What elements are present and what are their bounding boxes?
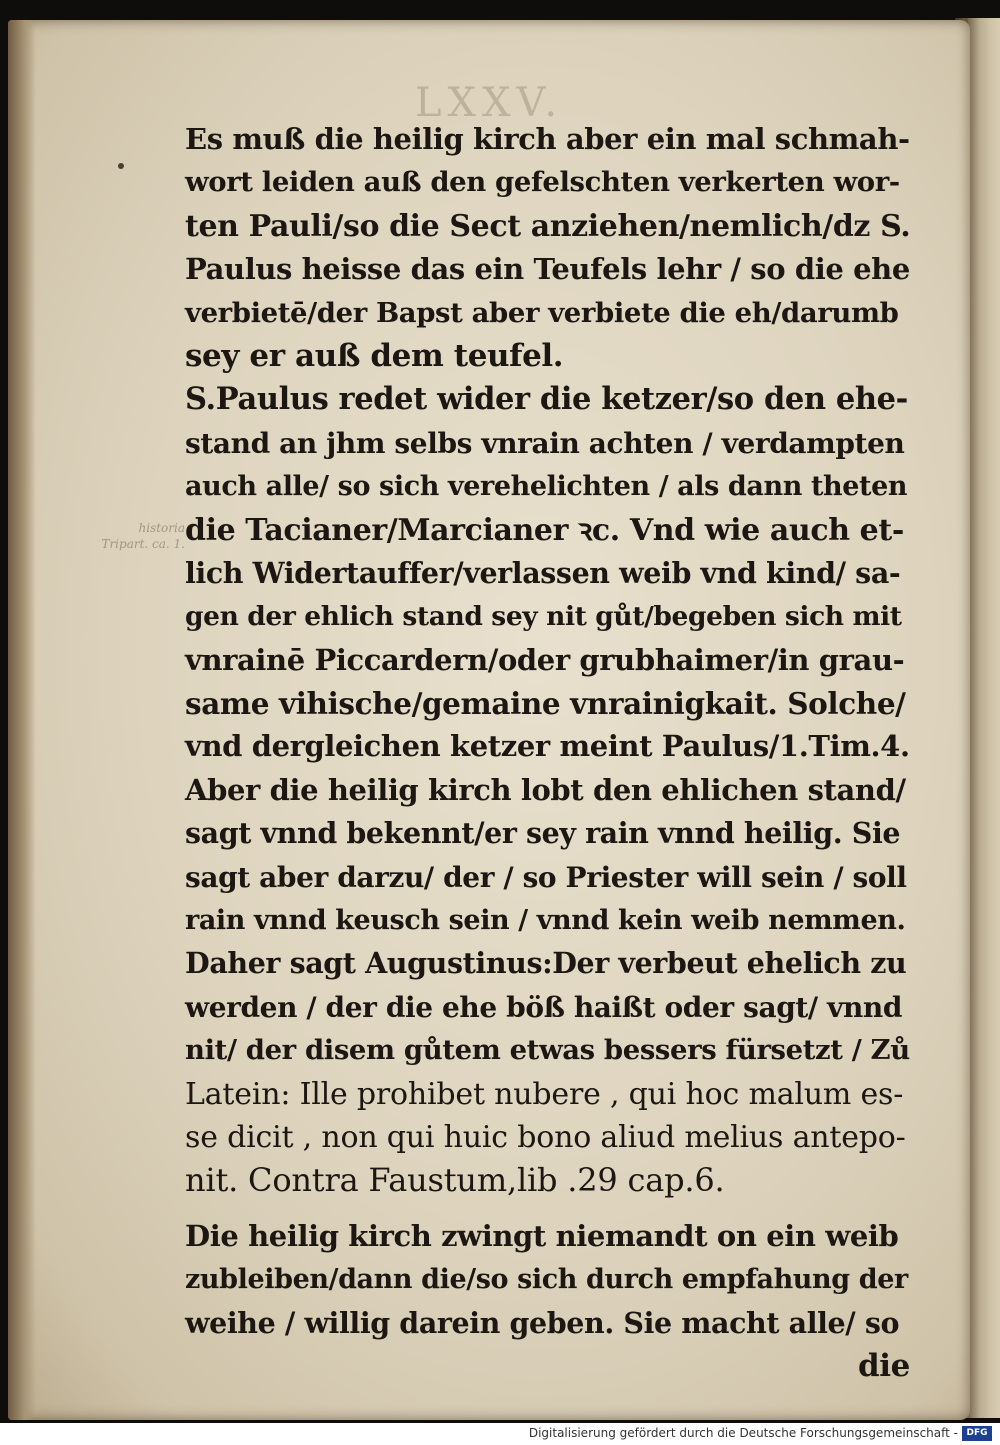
page-gutter: [8, 20, 36, 1420]
text-line: verbietē/der Bapst aber verbiete die eh/darumb: [185, 296, 899, 329]
paragraph-gap: [185, 1203, 910, 1215]
catchword: die: [858, 1347, 910, 1384]
text-line: sey er auß dem teufel.: [185, 337, 564, 374]
page-body: [185, 118, 910, 1388]
dfg-logo: DFG: [962, 1426, 992, 1441]
margin-note-show-through: historia Tripart. ca. 1.: [101, 521, 185, 551]
text-line: Latein: Ille prohibet nubere , qui hoc malum es-: [185, 1076, 904, 1112]
text-line: auch alle/ so sich verehelichten / als dann theten: [185, 471, 908, 503]
text-line: same vihische/gemaine vnrainigkait. Solche/: [185, 686, 906, 722]
text-line: Die heilig kirch zwingt niemandt on ein weib: [185, 1218, 899, 1253]
text-line: sagt vnnd bekennt/er sey rain vnnd heilig. Sie: [185, 816, 901, 851]
text-line: ten Pauli/so die Sect anziehen/nemlich/dz S.: [185, 208, 911, 244]
header-show-through: LXXV.: [414, 80, 564, 126]
footer-credit: Digitalisierung gefördert durch die Deutsche Forschungsgemeinschaft -: [528, 1426, 958, 1440]
text-line: zubleiben/dann die/so sich durch empfahung der: [185, 1264, 908, 1296]
text-line: rain vnnd keusch sein / vnnd kein weib nemmen.: [185, 905, 906, 937]
text-line: stand an jhm selbs vnrain achten / verdampten: [185, 426, 905, 460]
text-line: S.Paulus redet wider die ketzer/so den ehe-: [185, 381, 908, 418]
margin-dot: [118, 163, 124, 169]
text-line: die Tacianer/Marcianer ꝛc. Vnd wie auch et-: [185, 512, 904, 548]
text-line: vnrainē Piccardern/oder grubhaimer/in grau-: [185, 642, 905, 677]
text-line: weihe / willig darein geben. Sie macht alle/ so: [185, 1305, 900, 1340]
text-line: werden / der die ehe böß haißt oder sagt/ vnnd: [185, 990, 903, 1024]
text-line: wort leiden auß den gefelschten verkerten wor-: [185, 166, 900, 199]
text-line: sagt aber darzu/ der / so Priester will sein / soll: [185, 860, 907, 894]
text-line: lich Widertauffer/verlassen weib vnd kind/ sa-: [185, 555, 901, 590]
text-line: vnd dergleichen ketzer meint Paulus/1.Tim.4.: [185, 729, 910, 764]
text-line: Paulus heisse das ein Teufels lehr / so die ehe: [185, 252, 910, 287]
text-line: Daher sagt Augustinus:Der verbeut ehelich zu: [185, 946, 907, 981]
text-line: Es muß die heilig kirch aber ein mal schmah-: [185, 122, 910, 156]
footer-bar: [0, 1423, 1000, 1445]
text-line: gen der ehlich stand sey nit gůt/begeben sich mit: [185, 601, 902, 633]
text-line: nit. Contra Faustum,lib .29 cap.6.: [185, 1161, 725, 1200]
text-line: nit/ der disem gůtem etwas bessers fürsetzt / Zů: [185, 1034, 910, 1067]
text-line: Aber die heilig kirch lobt den ehlichen stand/: [185, 772, 906, 807]
text-line: se dicit , non qui huic bono aliud melius antepo-: [185, 1119, 906, 1155]
